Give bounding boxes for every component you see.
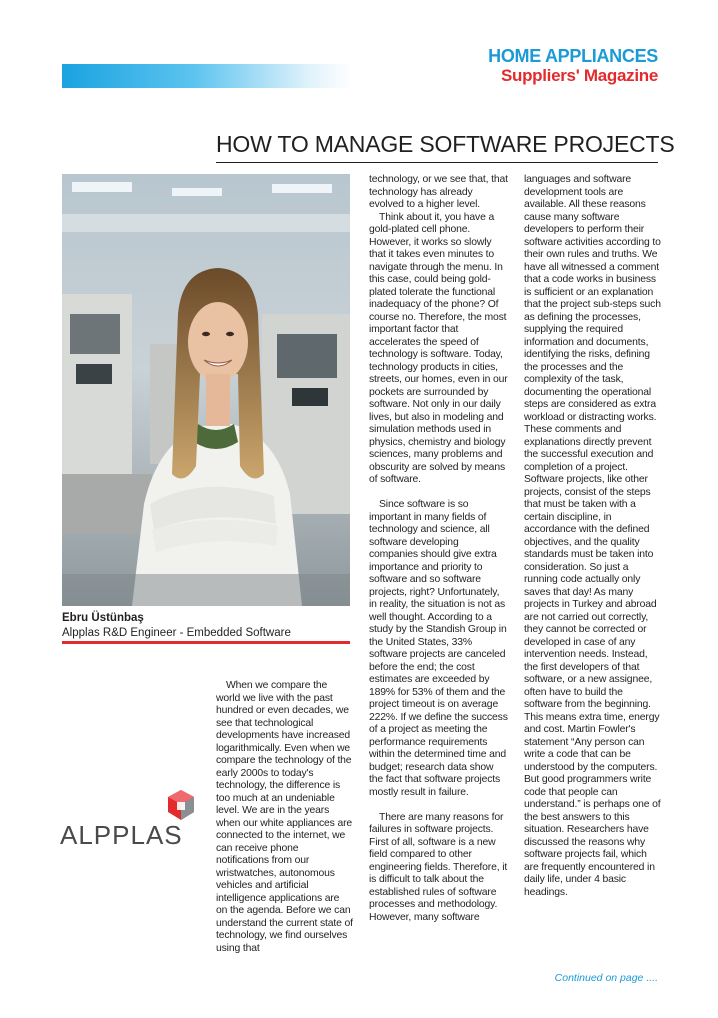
article-title: HOW TO MANAGE SOFTWARE PROJECTS xyxy=(216,131,675,157)
column-1-paragraph: When we compare the world we live with the past hundred or even decades, we see that technological developments have increased logarithmically. Even when we compare the technology of the early 2000s to today's technology, the difference is too much at an undeniable level. We are in the years when our white appliances are connected to the internet, we can receive phone notifications from our wristwatches, autonomous vehicles and artificial intelligence applications are on the agenda. Before we can understand the current state of technology, we find ourselves using that xyxy=(216,680,353,954)
alpplas-logo-text: ALPPLAS xyxy=(60,820,183,850)
continued-note: Continued on page .... xyxy=(554,972,658,984)
header-gradient-bar xyxy=(62,64,352,88)
article-column-1 xyxy=(216,680,353,955)
title-rule xyxy=(216,162,658,163)
caption-author-name: Ebru Üstünbaş xyxy=(62,612,144,624)
column-2-paragraph-2: Think about it, you have a gold-plated cell phone. However, it works so slowly that it takes even minutes to navigate through the menu. In this case, could being gold-plated tolerate the functional inadequacy of the phone? Of course no. Therefore, the most important factor that accelerates the speed of technology is software. Today, technology products in cities, streets, our homes, even in our pockets are surrounded by software. Not only in our daily lives, but also in modeling and simulation methods used in physics, chemistry and biology sciences, many problems and obscurity are solved by means of software. xyxy=(369,211,508,485)
column-2-paragraph-4: There are many reasons for failures in software projects. First of all, software is a new field compared to other engineering fields. Therefore, it is difficult to talk about the established rules of software processes and methodology. However, many software xyxy=(369,811,508,923)
alpplas-logo xyxy=(60,790,200,854)
masthead-title: HOME APPLIANCES xyxy=(488,46,658,66)
masthead-subtitle: Suppliers' Magazine xyxy=(500,66,658,85)
caption-rule xyxy=(62,641,350,644)
article-column-3 xyxy=(524,174,662,899)
column-3-paragraph-1: languages and software development tools are available. All these reasons cause many software developers to perform their software activities according to their own rules and truths. We have all witnessed a comment that a code works in business is sufficient or an explanation that the project sub-steps such as defining the processes, supplying the required information and documents, identifying the risks, defining the processes and the complexity of the task, documenting the operational steps are considered as extra workload or distracting works. These comments and explanations directly prevent the successful execution and completion of a project. Software projects, like other projects, consist of the steps that must be taken with a certain discipline, in accordance with the defined objectives, and the quality standards must be taken into consideration. So just a running code actually only saves that day! As many projects in Turkey and abroad are not carried out correctly, they cannot be corrected or developed in case of any intervention needs. Instead, the first developers of that software, or a new assignee, often have to build the software from the beginning. This means extra time, energy and cost. Martin Fowler's statement “Any person can write a code that can be understood by the computers. But good programmers write code that people can understand.” is perhaps one of the best answers to this situation. Researchers have discussed the reasons why software projects fail, which are frequently encountered in daily life, under 4 basic headings. xyxy=(524,174,661,898)
author-photo xyxy=(62,174,350,606)
column-2-paragraph-1: technology, or we see that, that technology has already evolved to a higher level. xyxy=(369,174,508,210)
masthead xyxy=(488,46,658,86)
article-column-2 xyxy=(369,174,508,924)
caption-author-role: Alpplas R&D Engineer - Embedded Software xyxy=(62,627,291,639)
column-2-paragraph-3: Since software is so important in many fields of technology and science, all software developing companies should give extra importance and priority to software and so software projects, right? Unfortunately, in reality, the situation is not as well thought. According to a study by the Standish Group in the United States, 33% software projects are canceled before the end; the cost estimates are exceeded by 189% for 53% of them and the project timeout is on average 222%. If we define the success of a project as meeting the performance requirements within the determined time and budget; research data show the fact that software projects mostly result in failure. xyxy=(369,499,508,798)
